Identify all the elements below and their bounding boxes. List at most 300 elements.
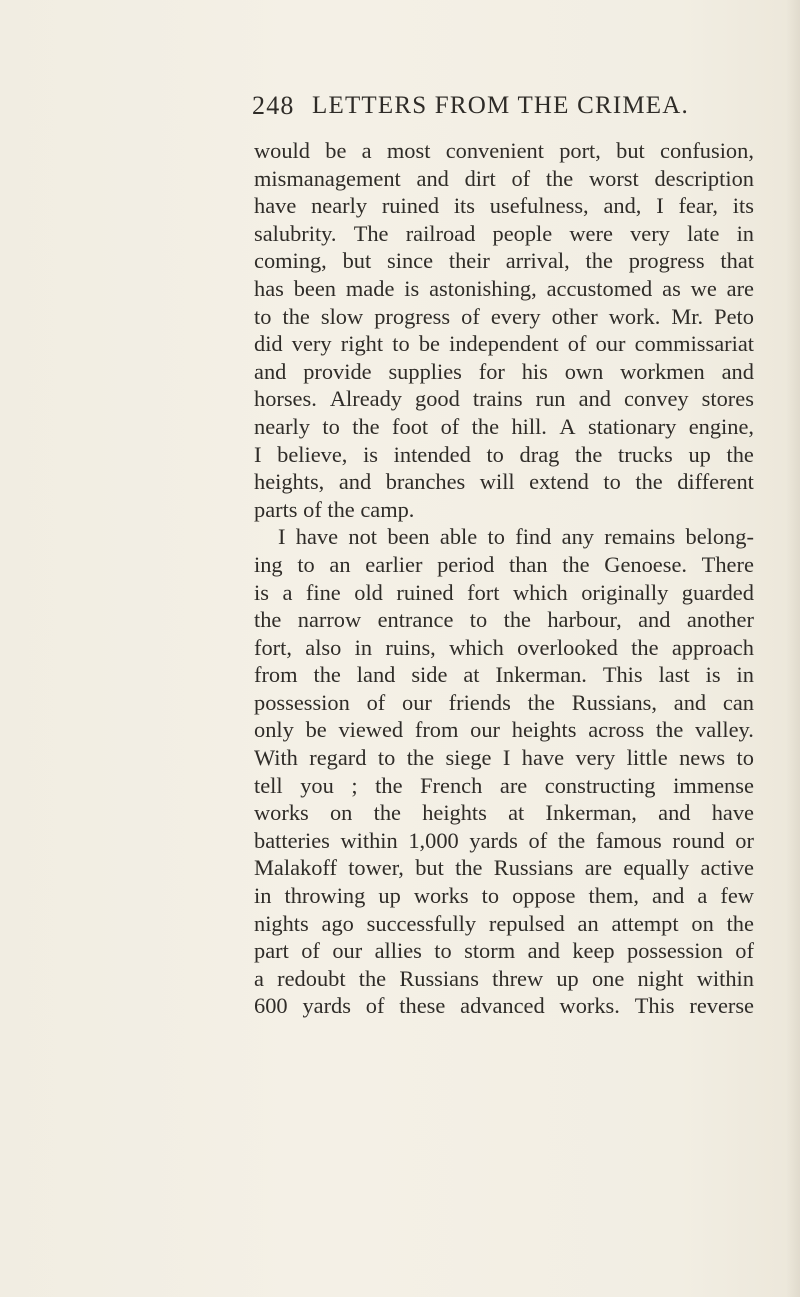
word: did: [254, 331, 283, 357]
word: that: [720, 248, 754, 274]
word: reverse: [689, 993, 754, 1019]
word: the: [635, 469, 663, 495]
word: and: [721, 358, 754, 384]
word: the: [254, 607, 282, 633]
word: own: [564, 358, 604, 384]
page-number: 248: [252, 91, 295, 120]
word: of: [365, 993, 385, 1019]
word: period: [437, 551, 495, 577]
word: in: [254, 883, 272, 909]
word: the: [557, 827, 586, 853]
running-head-title: LETTERS FROM THE CRIMEA.: [312, 92, 689, 119]
word: arrival,: [505, 248, 570, 274]
word: storm: [464, 938, 516, 964]
word: nearly: [311, 193, 368, 219]
word: an: [329, 551, 351, 577]
word: originally: [581, 579, 669, 605]
word: throwing: [284, 883, 366, 909]
word: been: [387, 524, 430, 550]
word: of: [440, 413, 460, 439]
word: Genoese.: [604, 551, 687, 577]
word: repulsed: [488, 910, 565, 936]
word: heights,: [254, 469, 325, 495]
word: of: [366, 689, 386, 715]
word: oppose: [512, 883, 576, 909]
word: attempt: [611, 910, 679, 936]
word: his: [521, 358, 548, 384]
word: our: [402, 689, 432, 715]
word: the: [726, 441, 754, 467]
word: the: [406, 745, 435, 771]
word: nights: [254, 910, 309, 936]
word: last: [658, 662, 690, 688]
word: in: [354, 634, 373, 660]
word: tell: [254, 772, 283, 798]
word: and: [638, 607, 671, 633]
word: tower,: [348, 855, 404, 881]
word: trucks: [618, 441, 673, 467]
word: Already: [329, 386, 402, 412]
word: we: [690, 275, 717, 301]
word: will: [479, 469, 515, 495]
word: heights: [422, 800, 487, 826]
word: different: [677, 469, 754, 495]
word: part: [254, 938, 289, 964]
text-line: [254, 358, 754, 386]
word: on: [691, 910, 714, 936]
word: of: [528, 827, 548, 853]
word: hill.: [511, 413, 547, 439]
word: independent: [449, 331, 559, 357]
word: guarded: [681, 579, 754, 605]
word: can: [722, 689, 754, 715]
word: fear,: [678, 193, 718, 219]
word: supplies: [388, 358, 462, 384]
word: port,: [559, 138, 601, 163]
word: the: [358, 965, 387, 991]
word: the: [562, 551, 590, 577]
word: accustomed: [546, 275, 653, 301]
word: dirt: [464, 165, 496, 191]
text-line: [254, 275, 754, 303]
word: to: [469, 607, 488, 633]
word: Peto: [714, 303, 754, 329]
word: since: [387, 248, 434, 274]
word: be: [418, 331, 440, 357]
word: horses.: [254, 386, 317, 412]
word: works.: [559, 993, 620, 1019]
text-line: [254, 965, 754, 993]
text-line: [254, 441, 754, 469]
word: This: [634, 993, 675, 1019]
word: a: [361, 138, 372, 163]
word: threw: [492, 965, 544, 991]
word: convey: [623, 386, 689, 412]
word: constructing: [544, 772, 656, 798]
word: description: [654, 165, 754, 191]
word: immense: [673, 772, 754, 798]
word: to: [392, 331, 410, 357]
word: other: [551, 303, 598, 329]
word: only: [254, 717, 294, 743]
word: is: [705, 662, 721, 688]
word: I: [278, 524, 286, 550]
word: works: [413, 883, 469, 909]
text-line: [254, 992, 754, 1020]
word: overlooked: [517, 634, 618, 660]
text-line: [254, 523, 754, 551]
word: find: [515, 524, 552, 550]
word: the: [545, 165, 574, 191]
word: an: [577, 910, 599, 936]
word: Mr.: [671, 303, 704, 329]
text-line: [254, 910, 754, 938]
word: are: [726, 275, 754, 301]
word: very: [291, 331, 332, 357]
body-text: [254, 137, 754, 1020]
word: batteries: [254, 827, 330, 853]
word: round: [672, 827, 725, 853]
word: little: [626, 745, 668, 771]
word: the: [655, 717, 684, 743]
word: branches: [385, 469, 466, 495]
text-line: [254, 330, 754, 358]
text-line: [254, 468, 754, 496]
word: were: [569, 220, 613, 246]
word: The: [353, 220, 389, 246]
word: approach: [671, 634, 754, 660]
word: is: [363, 441, 378, 467]
word: to: [377, 745, 396, 771]
word: possession: [627, 938, 723, 964]
text-line: [254, 772, 754, 800]
word: the: [575, 441, 603, 467]
word: people: [492, 220, 553, 246]
word: extend: [529, 469, 589, 495]
word: at: [463, 662, 480, 688]
word: in: [736, 220, 754, 246]
word: its: [453, 193, 475, 219]
word: regard: [309, 745, 367, 771]
word: the: [585, 248, 613, 274]
word: few: [720, 883, 754, 909]
word: engine,: [688, 413, 754, 439]
word: across: [588, 717, 645, 743]
word: from: [254, 662, 298, 688]
word: entrance: [377, 607, 454, 633]
word: of: [567, 331, 587, 357]
word: to: [322, 413, 340, 439]
word: night: [637, 965, 684, 991]
word: There: [701, 551, 754, 577]
word: their: [448, 248, 490, 274]
word: Russians,: [571, 689, 657, 715]
word: confusion,: [660, 138, 754, 163]
word: railroad: [405, 220, 476, 246]
word: news: [679, 745, 726, 771]
word: ruins,: [385, 634, 436, 660]
word: ago: [321, 910, 354, 936]
word: you: [300, 772, 334, 798]
word: successfully: [366, 910, 477, 936]
word: on: [329, 800, 353, 826]
word: have: [254, 193, 297, 219]
word: up: [688, 441, 711, 467]
word: late: [687, 220, 720, 246]
word: our: [595, 331, 626, 357]
word: the: [726, 910, 754, 936]
text-line: [254, 165, 754, 193]
word: possession: [254, 689, 350, 715]
word: are: [584, 855, 613, 881]
word: the: [455, 855, 483, 881]
word: able: [439, 524, 478, 550]
word: of: [301, 938, 320, 964]
text-line: [254, 661, 754, 689]
word: the: [282, 303, 310, 329]
word: the: [313, 662, 341, 688]
word: usefulness,: [489, 193, 589, 219]
word: the: [373, 800, 401, 826]
word: drag: [519, 441, 560, 467]
word: work.: [608, 303, 661, 329]
word: for: [478, 358, 505, 384]
word: redoubt: [277, 965, 346, 991]
text-line: [254, 634, 754, 662]
word: I: [254, 441, 262, 467]
text-line: [254, 385, 754, 413]
word: yards: [302, 993, 351, 1019]
word: and: [673, 689, 707, 715]
word: progress: [374, 303, 451, 329]
word: the: [352, 413, 380, 439]
text-line: [254, 137, 754, 165]
word: one: [591, 965, 625, 991]
word: viewed: [338, 717, 404, 743]
word: famous: [595, 827, 662, 853]
word: and: [527, 938, 560, 964]
word: slow: [320, 303, 364, 329]
text-line: [254, 303, 754, 331]
word: them,: [588, 883, 639, 909]
word: in: [736, 662, 754, 688]
word: This: [602, 662, 643, 688]
word: very: [630, 220, 670, 246]
word: fort,: [254, 634, 292, 660]
word: but: [616, 138, 645, 163]
word: or: [735, 827, 754, 853]
word: ruined: [381, 193, 440, 219]
word: to: [736, 745, 754, 771]
word: foot: [392, 413, 429, 439]
text-line: [254, 854, 754, 882]
word: nearly: [254, 413, 310, 439]
text-line: [254, 247, 754, 275]
word: land: [356, 662, 396, 688]
text-line: parts of the camp.: [254, 496, 415, 522]
word: than: [509, 551, 548, 577]
word: and,: [603, 193, 642, 219]
word: to: [603, 469, 621, 495]
word: and: [651, 883, 685, 909]
word: convenient: [445, 138, 544, 163]
text-line: [254, 220, 754, 248]
word: side: [411, 662, 448, 688]
word: Russians: [493, 855, 574, 881]
word: run: [535, 386, 566, 412]
page-edge-shadow: [786, 0, 800, 1297]
word: would: [254, 138, 310, 163]
word: to: [481, 883, 500, 909]
word: Inkerman.: [495, 662, 587, 688]
word: astonishing,: [429, 275, 537, 301]
word: active: [700, 855, 754, 881]
word: been: [293, 275, 337, 301]
word: worst: [588, 165, 639, 191]
word: and: [578, 386, 611, 412]
word: I: [502, 745, 511, 771]
word: yards: [469, 827, 518, 853]
word: commissariat: [634, 331, 754, 357]
word: to: [254, 303, 272, 329]
word: narrow: [297, 607, 362, 633]
word: coming,: [254, 248, 327, 274]
running-head: [252, 86, 752, 126]
word: are: [499, 772, 528, 798]
word: have: [711, 800, 754, 826]
word: any: [561, 524, 594, 550]
word: Inkerman,: [545, 800, 637, 826]
word: most: [386, 138, 431, 163]
word: 600: [254, 993, 288, 1019]
word: workmen: [620, 358, 705, 384]
word: and: [658, 800, 691, 826]
word: allies: [374, 938, 422, 964]
word: as: [662, 275, 681, 301]
word: keep: [572, 938, 615, 964]
word: heights: [511, 717, 577, 743]
word: which: [449, 634, 504, 660]
word: not: [348, 524, 377, 550]
word: earlier: [365, 551, 423, 577]
word: provide: [303, 358, 372, 384]
text-line: [254, 579, 754, 607]
word: good: [415, 386, 460, 412]
word: our: [470, 717, 501, 743]
word: equally: [623, 855, 690, 881]
word: has: [254, 275, 284, 301]
word: advanced: [460, 993, 545, 1019]
text-line: [254, 606, 754, 634]
word: to: [297, 551, 315, 577]
word: at: [508, 800, 525, 826]
text-line: [254, 882, 754, 910]
word: ruined: [396, 579, 454, 605]
word: believe,: [277, 441, 348, 467]
word: up: [556, 965, 579, 991]
word: I: [656, 193, 664, 219]
word: A: [559, 413, 576, 439]
word: siege: [445, 745, 492, 771]
word: but: [415, 855, 444, 881]
word: of: [461, 303, 480, 329]
word: our: [332, 938, 363, 964]
word: stores: [701, 386, 754, 412]
word: is: [254, 579, 269, 605]
word: which: [512, 579, 568, 605]
text-line: [254, 551, 754, 579]
word: of: [735, 938, 754, 964]
word: stationary: [587, 413, 677, 439]
word: the: [527, 689, 555, 715]
word: to: [487, 524, 505, 550]
word: from: [414, 717, 459, 743]
word: trains: [472, 386, 523, 412]
word: another: [686, 607, 754, 633]
word: the: [471, 413, 500, 439]
word: have: [521, 745, 565, 771]
word: be: [325, 138, 347, 163]
word: these: [399, 993, 446, 1019]
word: to: [486, 441, 504, 467]
word: Malakoff: [254, 855, 337, 881]
word: every: [490, 303, 541, 329]
word: and: [338, 469, 372, 495]
word: a: [282, 579, 293, 605]
text-line: [254, 413, 754, 441]
word: Russians: [399, 965, 479, 991]
word: to: [434, 938, 452, 964]
word: a: [697, 883, 708, 909]
word: within: [340, 827, 398, 853]
word: intended: [393, 441, 471, 467]
text-line: [254, 192, 754, 220]
word: very: [575, 745, 616, 771]
text-line: [254, 799, 754, 827]
text-line: [254, 689, 754, 717]
word: made: [345, 275, 395, 301]
word: the: [503, 607, 531, 633]
word: also: [305, 634, 342, 660]
text-line: [254, 827, 754, 855]
word: harbour,: [547, 607, 622, 633]
text-line: [254, 937, 754, 965]
word: ing: [254, 551, 283, 577]
word: 1,000: [408, 827, 459, 853]
word: be: [305, 717, 327, 743]
word: but: [342, 248, 372, 274]
word: old: [354, 579, 383, 605]
word: have: [295, 524, 339, 550]
word: mismanagement: [254, 165, 401, 191]
word: is: [404, 275, 420, 301]
word: French: [420, 772, 483, 798]
word: fine: [305, 579, 341, 605]
word: the: [631, 634, 659, 660]
word: salubrity.: [254, 220, 337, 246]
word: works: [254, 800, 309, 826]
word: belong-: [685, 524, 754, 550]
text-line: [254, 744, 754, 772]
word: of: [511, 165, 531, 191]
word: ;: [351, 772, 358, 798]
word: and: [254, 358, 287, 384]
word: progress: [628, 248, 705, 274]
word: fort: [467, 579, 500, 605]
word: the: [375, 772, 403, 798]
word: remains: [604, 524, 676, 550]
word: valley.: [695, 717, 754, 743]
